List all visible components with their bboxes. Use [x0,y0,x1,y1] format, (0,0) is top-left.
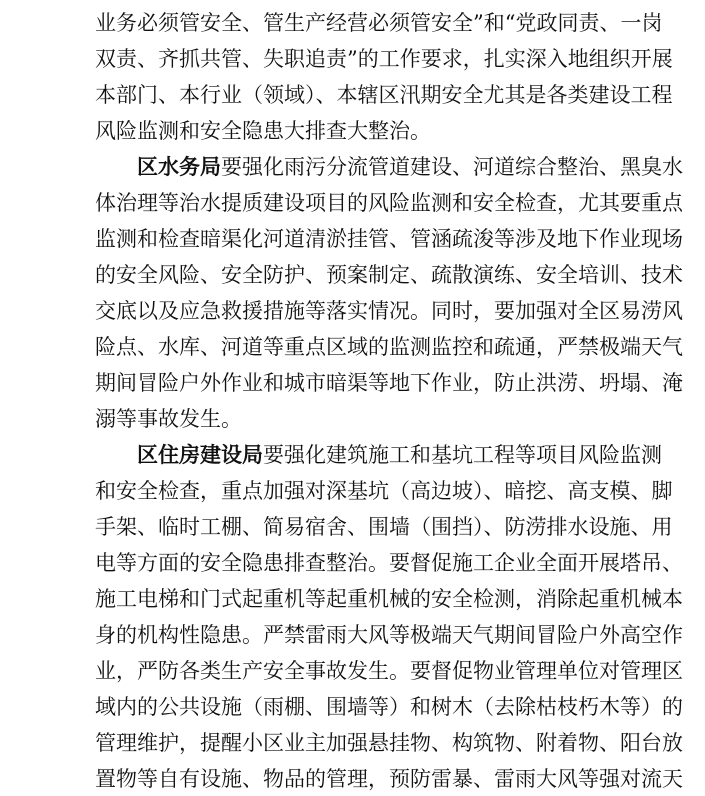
paragraph-3-lead: 区住房建设局 [137,442,263,467]
paragraph-2-line-7: 期间冒险户外作业和城市暗渠等地下作业，防止洪涝、坍塌、淹 [95,371,683,395]
paragraph-2-line-8: 溺等事故发生。 [95,407,242,431]
paragraph-2-lead: 区水务局 [137,154,221,179]
paragraph-1-line-3: 本部门、本行业（领域）、本辖区汛期安全尤其是各类建设工程 [95,83,673,107]
paragraph-2-line-6: 险点、水库、河道等重点区域的监测监控和疏通，严禁极端天气 [95,335,683,359]
paragraph-3-line-1 [137,438,662,472]
paragraph-3-line-10: 置物等自有设施、物品的管理，预防雷暴、雷雨大风等强对流天 [95,767,683,791]
paragraph-3-line-6: 身的机构性隐患。严禁雷雨大风等极端天气期间冒险户外高空作 [95,623,683,647]
paragraph-3-line-9: 管理维护，提醒小区业主加强悬挂物、构筑物、附着物、阳台放 [95,731,683,755]
paragraph-1-line-4: 风险监测和安全隐患大排查大整治。 [95,119,431,143]
paragraph-3-line-2: 和安全检查，重点加强对深基坑（高边坡）、暗挖、高支模、脚 [95,479,673,503]
paragraph-3-line-4: 电等方面的安全隐患排查整治。要督促施工企业全面开展塔吊、 [95,551,683,575]
paragraph-3-line-3: 手架、临时工棚、简易宿舍、围墙（围挡）、防涝排水设施、用 [95,515,673,539]
paragraph-3-line-7: 业，严防各类生产安全事故发生。要督促物业管理单位对管理区 [95,659,683,683]
paragraph-1-line-2: 双责、齐抓共管、失职追责”的工作要求，扎实深入地组织开展 [95,47,673,71]
paragraph-2-line-2: 体治理等治水提质建设项目的风险监测和安全检查，尤其要重点 [95,191,683,215]
paragraph-2-line-4: 的安全风险、安全防护、预案制定、疏散演练、安全培训、技术 [95,263,683,287]
paragraph-1-line-1: 业务必须管安全、管生产经营必须管安全”和“党政同责、一岗 [95,11,663,35]
paragraph-3-line-1-text: 要强化建筑施工和基坑工程等项目风险监测 [263,443,662,467]
paragraph-3-line-8: 域内的公共设施（雨棚、围墙等）和树木（去除枯枝朽木等）的 [95,695,683,719]
paragraph-2-line-1 [137,150,683,184]
paragraph-2-line-3: 监测和检查暗渠化河道清淤挂管、管涵疏浚等涉及地下作业现场 [95,227,683,251]
paragraph-3-line-5: 施工电梯和门式起重机等起重机械的安全检测，消除起重机械本 [95,587,683,611]
paragraph-2-line-1-text: 要强化雨污分流管道建设、河道综合整治、黑臭水 [221,155,683,179]
paragraph-2-line-5: 交底以及应急救援措施等落实情况。同时，要加强对全区易涝风 [95,299,683,323]
